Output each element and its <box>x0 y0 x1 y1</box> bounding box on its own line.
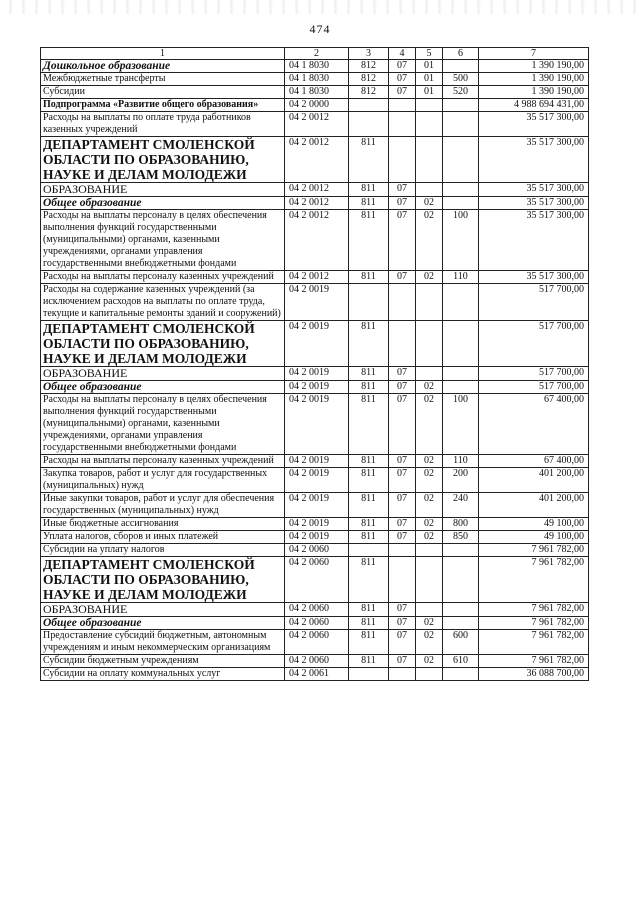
row-name-cell: Межбюджетные трансферты <box>41 73 285 86</box>
row-expense-type-cell <box>443 112 479 137</box>
row-expense-type-cell <box>443 617 479 630</box>
row-subsection-cell: 02 <box>416 468 443 493</box>
row-target-article-cell: 04 2 0060 <box>285 603 349 617</box>
row-name-cell: Субсидии <box>41 86 285 99</box>
row-expense-type-cell: 800 <box>443 518 479 531</box>
row-target-article-cell: 04 2 0060 <box>285 557 349 603</box>
row-amount-cell: 35 517 300,00 <box>479 112 589 137</box>
row-amount-cell: 7 961 782,00 <box>479 603 589 617</box>
row-section-cell <box>389 137 416 183</box>
row-subsection-cell: 02 <box>416 394 443 455</box>
table-row <box>41 518 589 531</box>
row-name-cell: ОБРАЗОВАНИЕ <box>41 367 285 381</box>
row-department-code-cell: 811 <box>349 603 389 617</box>
table-row <box>41 468 589 493</box>
table-row <box>41 531 589 544</box>
row-department-code-cell <box>349 284 389 321</box>
row-expense-type-cell <box>443 381 479 394</box>
row-expense-type-cell <box>443 603 479 617</box>
row-amount-cell: 1 390 190,00 <box>479 86 589 99</box>
row-name-cell: Общее образование <box>41 381 285 394</box>
row-name-cell: Общее образование <box>41 197 285 210</box>
row-expense-type-cell: 850 <box>443 531 479 544</box>
row-amount-cell: 4 988 694 431,00 <box>479 99 589 112</box>
table-row <box>41 137 589 183</box>
row-section-cell: 07 <box>389 381 416 394</box>
row-name-cell: Иные закупки товаров, работ и услуг для обеспечения государственных (муниципальных) нужд <box>41 493 285 518</box>
column-header: 1 <box>41 48 285 60</box>
table-row <box>41 112 589 137</box>
table-row <box>41 394 589 455</box>
row-subsection-cell <box>416 557 443 603</box>
row-subsection-cell: 02 <box>416 197 443 210</box>
row-amount-cell: 67 400,00 <box>479 394 589 455</box>
row-target-article-cell: 04 2 0019 <box>285 531 349 544</box>
table-row <box>41 99 589 112</box>
row-department-code-cell: 811 <box>349 617 389 630</box>
row-amount-cell: 517 700,00 <box>479 381 589 394</box>
table-row <box>41 493 589 518</box>
table-row <box>41 210 589 271</box>
row-section-cell <box>389 557 416 603</box>
row-section-cell: 07 <box>389 183 416 197</box>
row-expense-type-cell <box>443 367 479 381</box>
row-amount-cell: 7 961 782,00 <box>479 655 589 668</box>
column-header: 5 <box>416 48 443 60</box>
row-subsection-cell <box>416 137 443 183</box>
column-header: 6 <box>443 48 479 60</box>
table-row <box>41 367 589 381</box>
row-section-cell: 07 <box>389 455 416 468</box>
table-row <box>41 60 589 73</box>
table-row <box>41 86 589 99</box>
row-target-article-cell: 04 2 0019 <box>285 284 349 321</box>
row-amount-cell: 67 400,00 <box>479 455 589 468</box>
row-name-cell: ОБРАЗОВАНИЕ <box>41 183 285 197</box>
row-section-cell: 07 <box>389 367 416 381</box>
row-section-cell: 07 <box>389 617 416 630</box>
row-target-article-cell: 04 2 0012 <box>285 210 349 271</box>
table-row <box>41 381 589 394</box>
table-row <box>41 617 589 630</box>
row-target-article-cell: 04 2 0012 <box>285 112 349 137</box>
column-header: 3 <box>349 48 389 60</box>
row-subsection-cell <box>416 603 443 617</box>
row-name-cell: Субсидии на оплату коммунальных услуг <box>41 668 285 681</box>
row-subsection-cell: 02 <box>416 518 443 531</box>
row-section-cell: 07 <box>389 630 416 655</box>
row-name-cell: ДЕПАРТАМЕНТ СМОЛЕНСКОЙ ОБЛАСТИ ПО ОБРАЗОВАНИЮ, НАУКЕ И ДЕЛАМ МОЛОДЕЖИ <box>41 321 285 367</box>
row-name-cell: Расходы на выплаты персоналу казенных учреждений <box>41 271 285 284</box>
row-amount-cell: 517 700,00 <box>479 284 589 321</box>
row-section-cell: 07 <box>389 531 416 544</box>
row-section-cell <box>389 668 416 681</box>
row-amount-cell: 1 390 190,00 <box>479 60 589 73</box>
row-name-cell: Расходы на выплаты персоналу в целях обеспечения выполнения функций государственными (муниципальными) органами, казенными учреждениями, органами управления государственными внебюджетными фондами <box>41 210 285 271</box>
row-subsection-cell <box>416 284 443 321</box>
row-subsection-cell: 01 <box>416 73 443 86</box>
row-department-code-cell: 812 <box>349 86 389 99</box>
row-department-code-cell: 811 <box>349 394 389 455</box>
row-target-article-cell: 04 1 8030 <box>285 60 349 73</box>
row-amount-cell: 517 700,00 <box>479 367 589 381</box>
row-amount-cell: 49 100,00 <box>479 518 589 531</box>
row-department-code-cell: 811 <box>349 210 389 271</box>
row-amount-cell: 49 100,00 <box>479 531 589 544</box>
table-row <box>41 271 589 284</box>
row-expense-type-cell: 610 <box>443 655 479 668</box>
row-section-cell <box>389 321 416 367</box>
row-section-cell: 07 <box>389 493 416 518</box>
row-name-cell: Расходы на выплаты персоналу в целях обеспечения выполнения функций государственными (муниципальными) органами, казенными учреждениями, органами управления государственными внебюджетными фондами <box>41 394 285 455</box>
row-section-cell: 07 <box>389 655 416 668</box>
row-expense-type-cell: 500 <box>443 73 479 86</box>
table-row <box>41 183 589 197</box>
row-section-cell: 07 <box>389 468 416 493</box>
row-department-code-cell <box>349 544 389 557</box>
row-expense-type-cell <box>443 183 479 197</box>
row-department-code-cell: 811 <box>349 367 389 381</box>
page-number: 474 <box>309 22 331 36</box>
row-name-cell: Расходы на содержание казенных учреждений (за исключением расходов на выплаты по оплате труда, текущие и капитальные ремонты зданий и сооружений) <box>41 284 285 321</box>
row-department-code-cell: 811 <box>349 655 389 668</box>
row-name-cell: Расходы на выплаты по оплате труда работников казенных учреждений <box>41 112 285 137</box>
row-subsection-cell: 02 <box>416 617 443 630</box>
row-department-code-cell: 812 <box>349 60 389 73</box>
row-expense-type-cell <box>443 544 479 557</box>
row-section-cell: 07 <box>389 518 416 531</box>
row-subsection-cell: 01 <box>416 86 443 99</box>
row-subsection-cell <box>416 367 443 381</box>
row-subsection-cell <box>416 668 443 681</box>
row-section-cell <box>389 112 416 137</box>
row-expense-type-cell <box>443 321 479 367</box>
row-amount-cell: 35 517 300,00 <box>479 197 589 210</box>
row-section-cell: 07 <box>389 210 416 271</box>
row-department-code-cell: 811 <box>349 271 389 284</box>
table-row <box>41 668 589 681</box>
row-section-cell: 07 <box>389 603 416 617</box>
row-target-article-cell: 04 2 0019 <box>285 455 349 468</box>
row-amount-cell: 7 961 782,00 <box>479 617 589 630</box>
row-target-article-cell: 04 2 0012 <box>285 137 349 183</box>
row-department-code-cell: 811 <box>349 137 389 183</box>
row-target-article-cell: 04 2 0019 <box>285 468 349 493</box>
row-section-cell <box>389 544 416 557</box>
scan-noise-strip <box>0 0 640 14</box>
row-expense-type-cell <box>443 668 479 681</box>
row-amount-cell: 35 517 300,00 <box>479 210 589 271</box>
row-subsection-cell: 01 <box>416 60 443 73</box>
row-department-code-cell <box>349 112 389 137</box>
row-section-cell: 07 <box>389 86 416 99</box>
row-department-code-cell: 811 <box>349 493 389 518</box>
table-body <box>41 48 589 681</box>
row-department-code-cell: 812 <box>349 73 389 86</box>
row-department-code-cell: 811 <box>349 630 389 655</box>
row-department-code-cell <box>349 99 389 112</box>
table-row <box>41 630 589 655</box>
table-row <box>41 321 589 367</box>
row-subsection-cell: 02 <box>416 455 443 468</box>
column-header: 4 <box>389 48 416 60</box>
row-section-cell: 07 <box>389 197 416 210</box>
row-subsection-cell: 02 <box>416 493 443 518</box>
row-subsection-cell: 02 <box>416 655 443 668</box>
row-subsection-cell: 02 <box>416 630 443 655</box>
row-name-cell: Иные бюджетные ассигнования <box>41 518 285 531</box>
row-target-article-cell: 04 2 0000 <box>285 99 349 112</box>
row-amount-cell: 7 961 782,00 <box>479 630 589 655</box>
row-target-article-cell: 04 2 0060 <box>285 544 349 557</box>
row-amount-cell: 7 961 782,00 <box>479 544 589 557</box>
row-target-article-cell: 04 2 0060 <box>285 655 349 668</box>
row-subsection-cell: 02 <box>416 381 443 394</box>
row-amount-cell: 36 088 700,00 <box>479 668 589 681</box>
row-name-cell: Предоставление субсидий бюджетным, автономным учреждениям и иным некоммерческим организациям <box>41 630 285 655</box>
row-target-article-cell: 04 2 0012 <box>285 197 349 210</box>
row-amount-cell: 35 517 300,00 <box>479 271 589 284</box>
row-target-article-cell: 04 2 0019 <box>285 493 349 518</box>
row-subsection-cell <box>416 99 443 112</box>
row-name-cell: Расходы на выплаты персоналу казенных учреждений <box>41 455 285 468</box>
column-header: 7 <box>479 48 589 60</box>
table-row <box>41 455 589 468</box>
row-subsection-cell <box>416 183 443 197</box>
row-name-cell: ДЕПАРТАМЕНТ СМОЛЕНСКОЙ ОБЛАСТИ ПО ОБРАЗОВАНИЮ, НАУКЕ И ДЕЛАМ МОЛОДЕЖИ <box>41 557 285 603</box>
row-department-code-cell <box>349 668 389 681</box>
table-row <box>41 603 589 617</box>
row-subsection-cell <box>416 321 443 367</box>
row-subsection-cell: 02 <box>416 210 443 271</box>
row-expense-type-cell: 100 <box>443 210 479 271</box>
row-target-article-cell: 04 2 0019 <box>285 367 349 381</box>
row-section-cell: 07 <box>389 73 416 86</box>
row-target-article-cell: 04 2 0019 <box>285 518 349 531</box>
row-department-code-cell: 811 <box>349 197 389 210</box>
row-expense-type-cell <box>443 60 479 73</box>
row-expense-type-cell: 110 <box>443 271 479 284</box>
row-name-cell: ОБРАЗОВАНИЕ <box>41 603 285 617</box>
row-section-cell: 07 <box>389 394 416 455</box>
row-amount-cell: 517 700,00 <box>479 321 589 367</box>
row-expense-type-cell: 240 <box>443 493 479 518</box>
table-row <box>41 557 589 603</box>
row-target-article-cell: 04 2 0012 <box>285 271 349 284</box>
table-row <box>41 544 589 557</box>
row-section-cell <box>389 99 416 112</box>
row-expense-type-cell <box>443 197 479 210</box>
budget-table <box>40 47 589 681</box>
row-amount-cell: 7 961 782,00 <box>479 557 589 603</box>
row-amount-cell: 401 200,00 <box>479 493 589 518</box>
row-department-code-cell: 811 <box>349 468 389 493</box>
row-department-code-cell: 811 <box>349 557 389 603</box>
row-name-cell: Субсидии на уплату налогов <box>41 544 285 557</box>
row-name-cell: Уплата налогов, сборов и иных платежей <box>41 531 285 544</box>
row-department-code-cell: 811 <box>349 183 389 197</box>
row-name-cell: Субсидии бюджетным учреждениям <box>41 655 285 668</box>
row-name-cell: ДЕПАРТАМЕНТ СМОЛЕНСКОЙ ОБЛАСТИ ПО ОБРАЗОВАНИЮ, НАУКЕ И ДЕЛАМ МОЛОДЕЖИ <box>41 137 285 183</box>
row-department-code-cell: 811 <box>349 531 389 544</box>
row-target-article-cell: 04 2 0019 <box>285 394 349 455</box>
row-subsection-cell <box>416 544 443 557</box>
table-row <box>41 655 589 668</box>
row-department-code-cell: 811 <box>349 518 389 531</box>
row-subsection-cell: 02 <box>416 531 443 544</box>
row-amount-cell: 35 517 300,00 <box>479 137 589 183</box>
row-target-article-cell: 04 1 8030 <box>285 86 349 99</box>
row-expense-type-cell: 100 <box>443 394 479 455</box>
row-name-cell: Закупка товаров, работ и услуг для государственных (муниципальных) нужд <box>41 468 285 493</box>
row-expense-type-cell <box>443 557 479 603</box>
row-name-cell: Дошкольное образование <box>41 60 285 73</box>
row-department-code-cell: 811 <box>349 321 389 367</box>
table-row <box>41 284 589 321</box>
row-expense-type-cell: 600 <box>443 630 479 655</box>
row-target-article-cell: 04 1 8030 <box>285 73 349 86</box>
row-target-article-cell: 04 2 0012 <box>285 183 349 197</box>
row-expense-type-cell: 200 <box>443 468 479 493</box>
table-row <box>41 197 589 210</box>
row-target-article-cell: 04 2 0061 <box>285 668 349 681</box>
row-name-cell: Подпрограмма «Развитие общего образования» <box>41 99 285 112</box>
row-amount-cell: 1 390 190,00 <box>479 73 589 86</box>
row-department-code-cell: 811 <box>349 381 389 394</box>
table-header-row <box>41 48 589 60</box>
row-target-article-cell: 04 2 0060 <box>285 630 349 655</box>
table-row <box>41 73 589 86</box>
row-expense-type-cell: 520 <box>443 86 479 99</box>
row-name-cell: Общее образование <box>41 617 285 630</box>
column-header: 2 <box>285 48 349 60</box>
row-target-article-cell: 04 2 0060 <box>285 617 349 630</box>
row-subsection-cell <box>416 112 443 137</box>
row-amount-cell: 401 200,00 <box>479 468 589 493</box>
row-section-cell: 07 <box>389 271 416 284</box>
row-expense-type-cell <box>443 137 479 183</box>
row-expense-type-cell: 110 <box>443 455 479 468</box>
row-target-article-cell: 04 2 0019 <box>285 381 349 394</box>
row-section-cell: 07 <box>389 60 416 73</box>
row-expense-type-cell <box>443 284 479 321</box>
row-target-article-cell: 04 2 0019 <box>285 321 349 367</box>
row-amount-cell: 35 517 300,00 <box>479 183 589 197</box>
row-expense-type-cell <box>443 99 479 112</box>
row-department-code-cell: 811 <box>349 455 389 468</box>
row-section-cell <box>389 284 416 321</box>
row-subsection-cell: 02 <box>416 271 443 284</box>
